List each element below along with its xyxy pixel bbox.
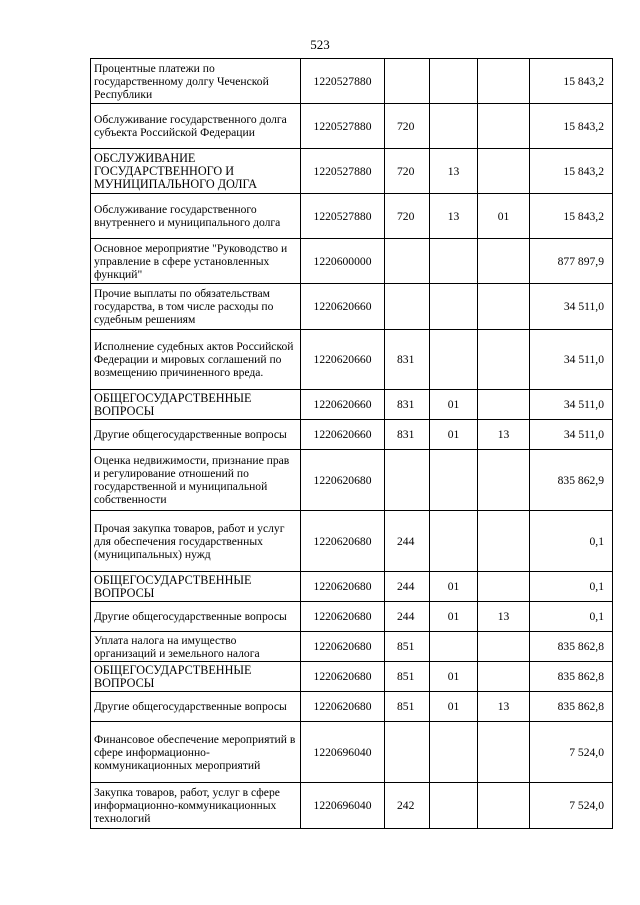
row-amount: 15 843,2 xyxy=(530,104,613,149)
row-name: Прочие выплаты по обязательствам государства, в том числе расходы по судебным решениям xyxy=(91,284,301,330)
row-subsection xyxy=(478,450,530,511)
row-target-code: 1220620680 xyxy=(301,692,385,722)
row-subsection xyxy=(478,284,530,330)
row-subsection: 13 xyxy=(478,420,530,450)
row-section: 01 xyxy=(430,390,478,420)
row-expense-type: 242 xyxy=(385,783,430,829)
row-amount: 15 843,2 xyxy=(530,194,613,239)
row-subsection: 13 xyxy=(478,602,530,632)
row-target-code: 1220620660 xyxy=(301,420,385,450)
row-amount: 34 511,0 xyxy=(530,390,613,420)
row-target-code: 1220620680 xyxy=(301,662,385,692)
table-row xyxy=(91,104,613,149)
row-subsection xyxy=(478,572,530,602)
row-amount: 835 862,8 xyxy=(530,632,613,662)
row-amount: 835 862,8 xyxy=(530,662,613,692)
row-section: 13 xyxy=(430,194,478,239)
row-target-code: 1220620660 xyxy=(301,284,385,330)
budget-table xyxy=(90,58,613,829)
row-amount: 15 843,2 xyxy=(530,149,613,194)
row-name: Другие общегосударственные вопросы xyxy=(91,602,301,632)
row-section xyxy=(430,511,478,572)
table-row xyxy=(91,572,613,602)
row-target-code: 1220527880 xyxy=(301,59,385,104)
row-expense-type: 244 xyxy=(385,572,430,602)
table-row xyxy=(91,662,613,692)
row-section xyxy=(430,722,478,783)
row-name: Обслуживание государственного внутреннего и муниципального долга xyxy=(91,194,301,239)
table-row xyxy=(91,420,613,450)
row-target-code: 1220620660 xyxy=(301,330,385,390)
table-row xyxy=(91,722,613,783)
row-amount: 0,1 xyxy=(530,602,613,632)
row-amount: 835 862,9 xyxy=(530,450,613,511)
table-row xyxy=(91,59,613,104)
row-section: 01 xyxy=(430,602,478,632)
row-subsection xyxy=(478,390,530,420)
row-name: ОБЩЕГОСУДАРСТВЕННЫЕ ВОПРОСЫ xyxy=(91,572,301,602)
row-amount: 0,1 xyxy=(530,511,613,572)
row-expense-type: 831 xyxy=(385,330,430,390)
row-subsection xyxy=(478,722,530,783)
row-amount: 835 862,8 xyxy=(530,692,613,722)
row-target-code: 1220620680 xyxy=(301,602,385,632)
row-expense-type: 720 xyxy=(385,104,430,149)
row-section: 01 xyxy=(430,420,478,450)
table-row xyxy=(91,390,613,420)
row-name: Основное мероприятие "Руководство и управление в сфере установленных функций" xyxy=(91,239,301,284)
row-subsection xyxy=(478,59,530,104)
table-row xyxy=(91,330,613,390)
row-section: 13 xyxy=(430,149,478,194)
row-name: Обслуживание государственного долга субъекта Российской Федерации xyxy=(91,104,301,149)
row-subsection xyxy=(478,662,530,692)
row-subsection xyxy=(478,511,530,572)
row-expense-type xyxy=(385,59,430,104)
row-subsection xyxy=(478,104,530,149)
row-amount: 7 524,0 xyxy=(530,783,613,829)
row-amount: 877 897,9 xyxy=(530,239,613,284)
row-amount: 34 511,0 xyxy=(530,420,613,450)
row-section xyxy=(430,59,478,104)
row-expense-type: 851 xyxy=(385,632,430,662)
table-row xyxy=(91,194,613,239)
row-expense-type: 720 xyxy=(385,149,430,194)
table-row xyxy=(91,783,613,829)
row-target-code: 1220620680 xyxy=(301,511,385,572)
row-subsection: 01 xyxy=(478,194,530,239)
row-target-code: 1220696040 xyxy=(301,722,385,783)
row-name: Оценка недвижимости, признание прав и регулирование отношений по государственной и муниципальной собственности xyxy=(91,450,301,511)
row-subsection xyxy=(478,330,530,390)
row-name: Исполнение судебных актов Российской Федерации и мировых соглашений по возмещению причиненного вреда. xyxy=(91,330,301,390)
row-name: Процентные платежи по государственному долгу Чеченской Республики xyxy=(91,59,301,104)
row-expense-type: 851 xyxy=(385,692,430,722)
page-number: 523 xyxy=(310,37,330,52)
row-subsection: 13 xyxy=(478,692,530,722)
row-subsection xyxy=(478,239,530,284)
row-expense-type: 831 xyxy=(385,390,430,420)
table-row xyxy=(91,284,613,330)
row-expense-type xyxy=(385,239,430,284)
row-section xyxy=(430,450,478,511)
row-name: ОБСЛУЖИВАНИЕ ГОСУДАРСТВЕННОГО И МУНИЦИПАЛЬНОГО ДОЛГА xyxy=(91,149,301,194)
row-expense-type: 851 xyxy=(385,662,430,692)
table-row xyxy=(91,511,613,572)
row-section: 01 xyxy=(430,692,478,722)
row-name: Закупка товаров, работ, услуг в сфере информационно-коммуникационных технологий xyxy=(91,783,301,829)
row-section xyxy=(430,239,478,284)
row-subsection xyxy=(478,783,530,829)
row-name: Уплата налога на имущество организаций и земельного налога xyxy=(91,632,301,662)
row-expense-type: 720 xyxy=(385,194,430,239)
row-name: Прочая закупка товаров, работ и услуг для обеспечения государственных (муниципальных) нужд xyxy=(91,511,301,572)
table-row xyxy=(91,239,613,284)
table-row xyxy=(91,149,613,194)
row-subsection xyxy=(478,632,530,662)
row-expense-type: 831 xyxy=(385,420,430,450)
row-section xyxy=(430,284,478,330)
table-row xyxy=(91,692,613,722)
row-name: ОБЩЕГОСУДАРСТВЕННЫЕ ВОПРОСЫ xyxy=(91,390,301,420)
row-name: Другие общегосударственные вопросы xyxy=(91,420,301,450)
row-target-code: 1220527880 xyxy=(301,194,385,239)
table-row xyxy=(91,450,613,511)
row-amount: 34 511,0 xyxy=(530,330,613,390)
row-target-code: 1220620680 xyxy=(301,572,385,602)
row-target-code: 1220527880 xyxy=(301,104,385,149)
table-row xyxy=(91,632,613,662)
row-target-code: 1220620680 xyxy=(301,632,385,662)
row-subsection xyxy=(478,149,530,194)
row-amount: 7 524,0 xyxy=(530,722,613,783)
row-target-code: 1220696040 xyxy=(301,783,385,829)
row-amount: 34 511,0 xyxy=(530,284,613,330)
row-name: ОБЩЕГОСУДАРСТВЕННЫЕ ВОПРОСЫ xyxy=(91,662,301,692)
row-section xyxy=(430,104,478,149)
row-target-code: 1220600000 xyxy=(301,239,385,284)
row-section xyxy=(430,632,478,662)
row-section: 01 xyxy=(430,662,478,692)
row-amount: 0,1 xyxy=(530,572,613,602)
row-target-code: 1220620680 xyxy=(301,450,385,511)
row-target-code: 1220527880 xyxy=(301,149,385,194)
row-expense-type: 244 xyxy=(385,602,430,632)
row-target-code: 1220620660 xyxy=(301,390,385,420)
row-expense-type xyxy=(385,722,430,783)
row-expense-type xyxy=(385,450,430,511)
row-section xyxy=(430,783,478,829)
row-name: Финансовое обеспечение мероприятий в сфере информационно-коммуникационных мероприятий xyxy=(91,722,301,783)
row-section xyxy=(430,330,478,390)
row-amount: 15 843,2 xyxy=(530,59,613,104)
row-section: 01 xyxy=(430,572,478,602)
row-expense-type: 244 xyxy=(385,511,430,572)
table-row xyxy=(91,602,613,632)
row-name: Другие общегосударственные вопросы xyxy=(91,692,301,722)
row-expense-type xyxy=(385,284,430,330)
